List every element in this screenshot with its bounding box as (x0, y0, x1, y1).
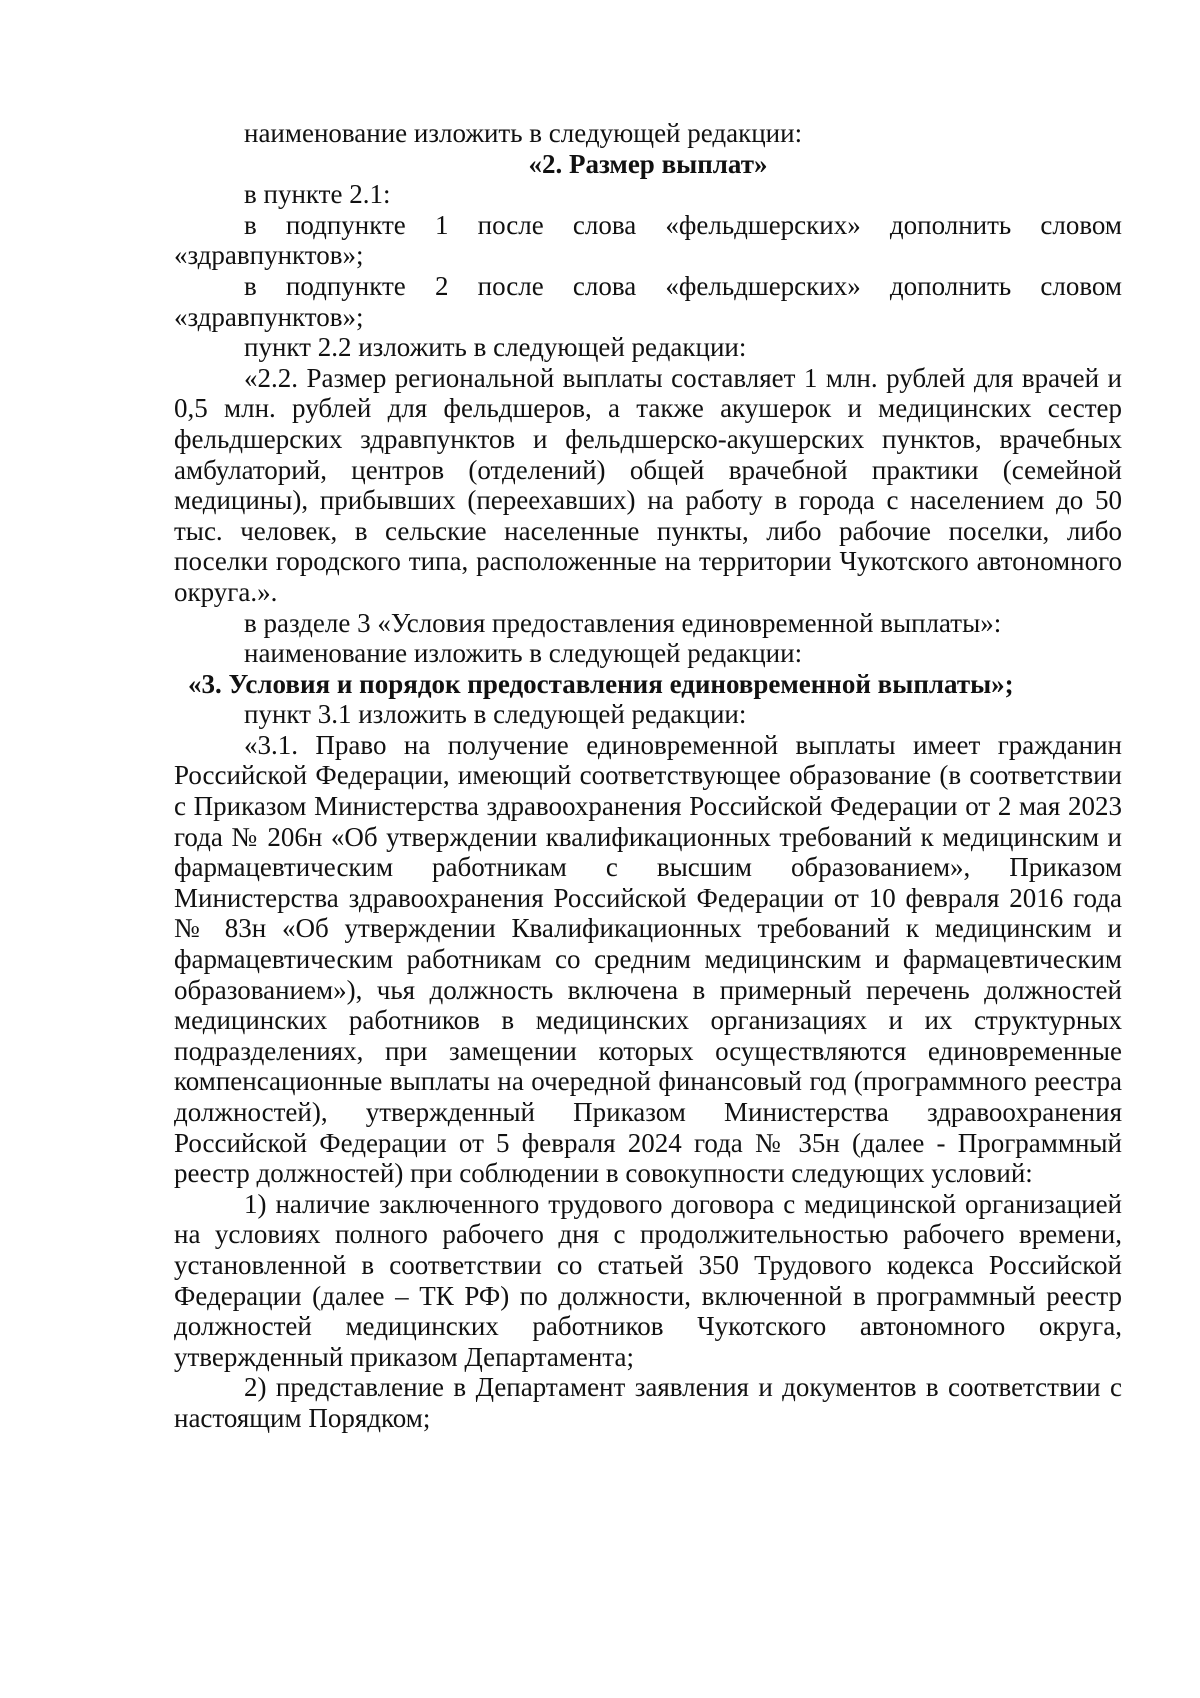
paragraph-clause-2-2-text: «2.2. Размер региональной выплаты составляет 1 млн. рублей для врачей и 0,5 млн. рублей для фельдшеров, а также акушерок и медицинских сестер фельдшерских здравпунктов и фельдшерско-акушерских пунктов, врачебных амбулаторий, центров (отделений) общей врачебной практики (семейной медицины), прибывших (переехавших) на работу в города с населением до 50 тыс. человек, в сельские населенные пункты, либо рабочие поселки, либо поселки городского типа, расположенные на территории Чукотского автономного округа.». (174, 362, 1122, 607)
paragraph-clause-2-2-instruction: пункт 2.2 изложить в следующей редакции: (244, 332, 747, 363)
document-page (174, 118, 1122, 1434)
paragraph-subclause-1: в подпункте 1 после слова «фельдшерских» дополнить словом «здравпунктов»; (174, 209, 1122, 271)
paragraph-clause-2-1: в пункте 2.1: (244, 179, 391, 210)
paragraph-rename-instruction-1: наименование изложить в следующей редакции: (244, 118, 803, 148)
heading-section-2: «2. Размер выплат» (528, 148, 768, 179)
paragraph-subclause-2: в подпункте 2 после слова «фельдшерских» дополнить словом «здравпунктов»; (174, 270, 1122, 332)
heading-section-3: «3. Условия и порядок предоставления единовременной выплаты»; (188, 668, 1014, 699)
paragraph-condition-2: 2) представление в Департамент заявления и документов в соответствии с настоящим Порядком; (174, 1372, 1122, 1433)
paragraph-clause-3-1-instruction: пункт 3.1 изложить в следующей редакции: (244, 699, 747, 730)
paragraph-condition-1: 1) наличие заключенного трудового договора с медицинской организацией на условиях полного рабочего дня с продолжительностью рабочего времени, установленной в соответствии со статьей 350 Трудового кодекса Российской Федерации (далее – ТК РФ) по должности, включенной в программный реестр должностей медицинских работников Чукотского автономного округа, утвержденный приказом Департамента; (174, 1188, 1122, 1372)
paragraph-rename-instruction-2: наименование изложить в следующей редакции: (244, 638, 803, 669)
paragraph-section-3-intro: в разделе 3 «Условия предоставления единовременной выплаты»: (244, 607, 1002, 638)
paragraph-clause-3-1-text: «3.1. Право на получение единовременной выплаты имеет гражданин Российской Федерации, имеющий соответствующее образование (в соответствии с Приказом Министерства здравоохранения Российской Федерации от 2 мая 2023 года № 206н «Об утверждении квалификационных требований к медицинским и фармацевтическим работникам с высшим образованием», Приказом Министерства здравоохранения Российской Федерации от 10 февраля 2016 года № 83н «Об утверждении Квалификационных требований к медицинским и фармацевтическим работникам со средним медицинским и фармацевтическим образованием»), чья должность включена в примерный перечень должностей медицинских работников в медицинских организациях и их структурных подразделениях, при замещении которых осуществляются единовременные компенсационные выплаты на очередной финансовый год (программного реестра должностей), утвержденный Приказом Министерства здравоохранения Российской Федерации от 5 февраля 2024 года № 35н (далее - Программный реестр должностей) при соблюдении в совокупности следующих условий: (174, 729, 1122, 1189)
